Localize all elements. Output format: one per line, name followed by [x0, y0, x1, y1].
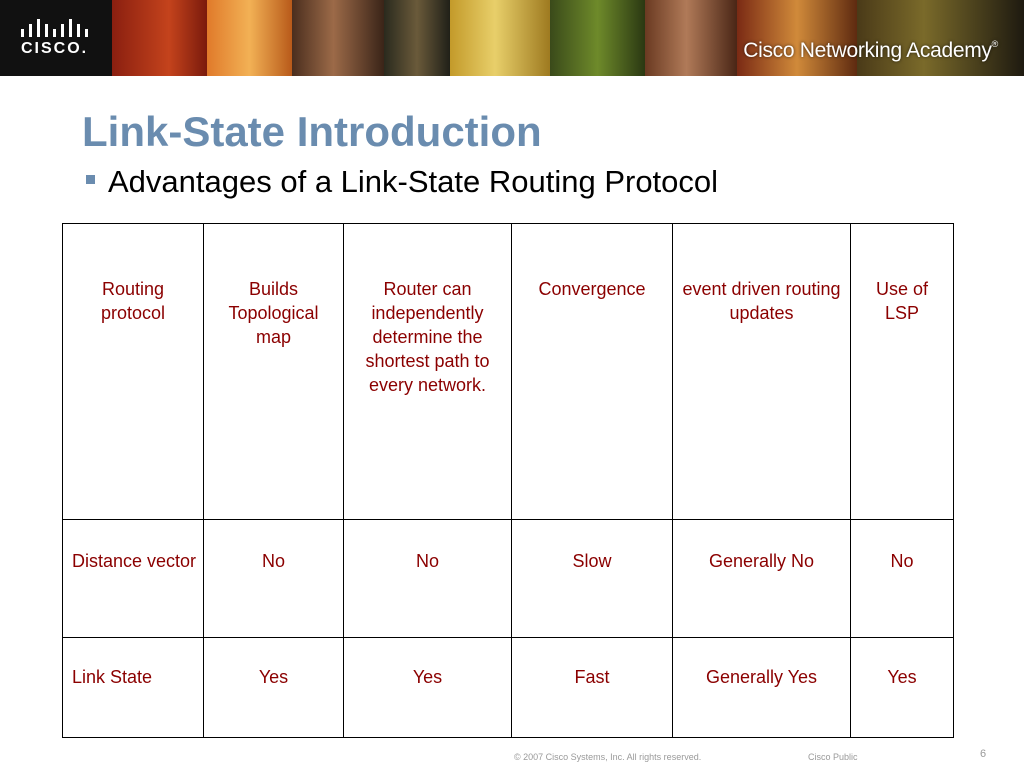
- photo-panel: [645, 0, 737, 76]
- page-number: 6: [980, 748, 987, 760]
- bullet-square-icon: [86, 175, 95, 184]
- registered-mark: ®: [991, 39, 998, 49]
- table-row: [63, 638, 954, 738]
- header-cell: Use of LSP: [851, 224, 954, 520]
- row-label-cell: Distance vector: [63, 520, 204, 638]
- academy-text: Cisco Networking Academy: [743, 39, 992, 62]
- bullet-item: [86, 163, 718, 201]
- photo-panel: [384, 0, 450, 76]
- photo-panel: [857, 0, 1024, 76]
- copyright-text: © 2007 Cisco Systems, Inc. All rights reserved.: [514, 752, 702, 762]
- networking-academy-logo: [743, 39, 998, 63]
- photo-panel: [292, 0, 384, 76]
- table-header-row: [63, 224, 954, 520]
- classification-label: Cisco Public: [808, 752, 858, 762]
- table-cell: No: [204, 520, 344, 638]
- slide-subtitle: Advantages of a Link-State Routing Protocol: [108, 164, 719, 199]
- photo-panel: [207, 0, 292, 76]
- header-banner: [0, 0, 1024, 76]
- table-cell: Yes: [851, 638, 954, 738]
- table-cell: Generally No: [673, 520, 851, 638]
- cisco-logo: [0, 0, 112, 76]
- photo-strip: [112, 0, 1024, 76]
- table-row: [63, 520, 954, 638]
- photo-panel: [737, 0, 857, 76]
- cisco-logo-text: CISCO.: [21, 40, 89, 57]
- header-cell: Router can independently determine the shortest path to every network.: [344, 224, 512, 520]
- table-cell: Yes: [344, 638, 512, 738]
- header-cell: Convergence: [512, 224, 673, 520]
- table-cell: Generally Yes: [673, 638, 851, 738]
- table-cell: No: [851, 520, 954, 638]
- slide-title: Link-State Introduction: [82, 108, 542, 155]
- header-cell: Builds Topological map: [204, 224, 344, 520]
- table-cell: Slow: [512, 520, 673, 638]
- photo-panel: [112, 0, 207, 76]
- row-label-cell: Link State: [63, 638, 204, 738]
- photo-panel: [550, 0, 645, 76]
- cisco-bars-icon: [21, 19, 91, 39]
- table-cell: Yes: [204, 638, 344, 738]
- table-cell: Fast: [512, 638, 673, 738]
- table-cell: No: [344, 520, 512, 638]
- comparison-table: [62, 223, 954, 738]
- photo-panel: [450, 0, 550, 76]
- header-cell: event driven routing updates: [673, 224, 851, 520]
- header-cell: Routing protocol: [63, 224, 204, 520]
